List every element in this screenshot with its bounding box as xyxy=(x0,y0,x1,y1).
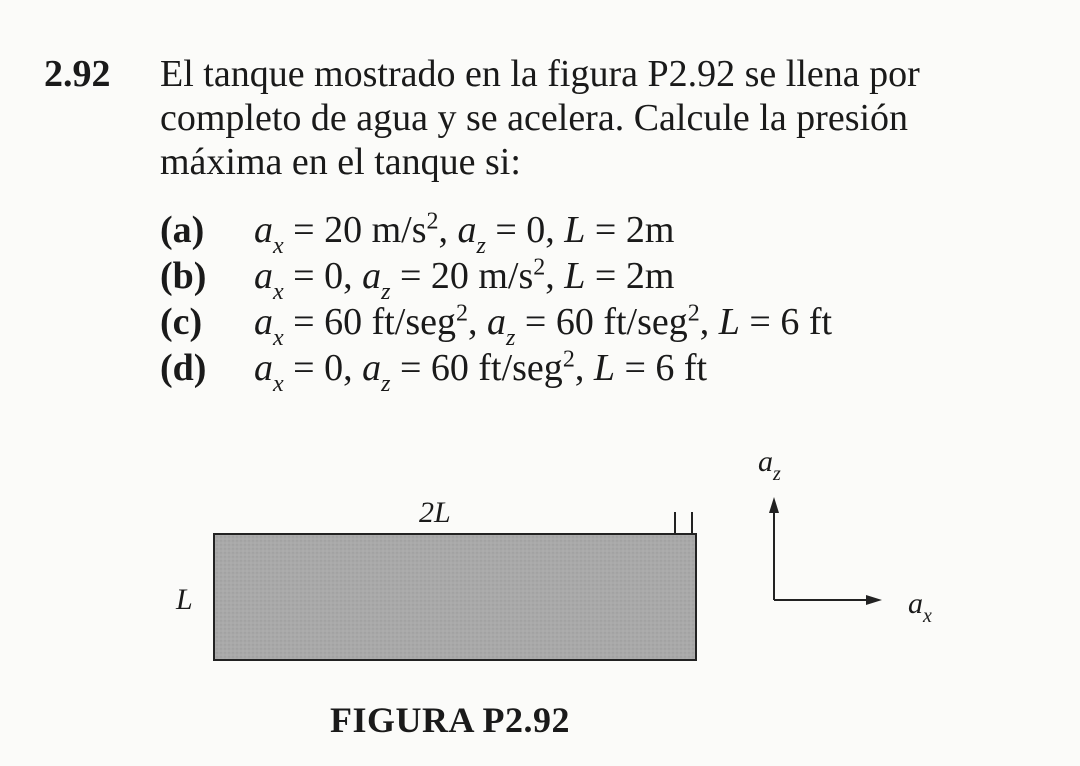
length-value: 2m xyxy=(625,209,675,251)
case-label: (c) xyxy=(160,301,203,343)
problem-statement xyxy=(160,52,1040,184)
az-exponent: 2 xyxy=(562,346,575,373)
ax-value: 60 ft/seg xyxy=(324,301,457,343)
length-value: 2m xyxy=(625,255,675,297)
length-value: 6 ft xyxy=(655,347,708,389)
statement-line: El tanque mostrado en la figura P2.92 se llena por xyxy=(160,53,920,95)
az-value: 20 m/s xyxy=(430,255,534,297)
length-value: 6 ft xyxy=(780,301,833,343)
az-value: 0 xyxy=(526,209,546,251)
ax-exponent: 2 xyxy=(456,300,469,327)
case-expression: $a_x = 20$ $m/s^2$, $a_z = 0$, L = 2m xyxy=(254,208,675,259)
problem-number: 2.92 xyxy=(44,53,111,95)
width-label: 2L xyxy=(419,496,451,529)
az-value: 60 ft/seg xyxy=(555,301,688,343)
ax-exponent: 2 xyxy=(426,208,439,235)
case-expression: $a_x = 60$ ft/seg$^2$, $a_z = 60$ ft/seg$^2$, L = 6 ft xyxy=(254,300,833,351)
statement-line: completo de agua y se acelera. Calcule la presión xyxy=(160,97,909,139)
case-label: (b) xyxy=(160,255,207,297)
ax-value: 0 xyxy=(324,347,344,389)
ax-label: $a_x$ xyxy=(908,587,932,627)
az-label: $a_z$ xyxy=(758,445,781,485)
az-arrowhead xyxy=(769,497,779,513)
ax-value: 20 m/s xyxy=(324,209,427,251)
statement-line: máxima en el tanque si: xyxy=(160,141,521,183)
case-label: (d) xyxy=(160,347,207,389)
height-label: L xyxy=(176,583,193,616)
ax-value: 0 xyxy=(324,255,344,297)
ax-arrowhead xyxy=(866,595,882,605)
tank-outline xyxy=(214,534,696,660)
az-value: 60 ft/seg xyxy=(430,347,563,389)
case-expression: $a_x = 0$, $a_z = 20$ $m/s^2$, L = 2m xyxy=(254,254,675,305)
case-expression: $a_x = 0$, $a_z = 60$ ft/seg$^2$, L = 6 ft xyxy=(254,346,708,397)
tank-water xyxy=(214,534,696,660)
figure-caption: FIGURA P2.92 xyxy=(330,700,570,740)
az-exponent: 2 xyxy=(687,300,700,327)
case-label: (a) xyxy=(160,209,205,251)
az-exponent: 2 xyxy=(533,254,546,281)
